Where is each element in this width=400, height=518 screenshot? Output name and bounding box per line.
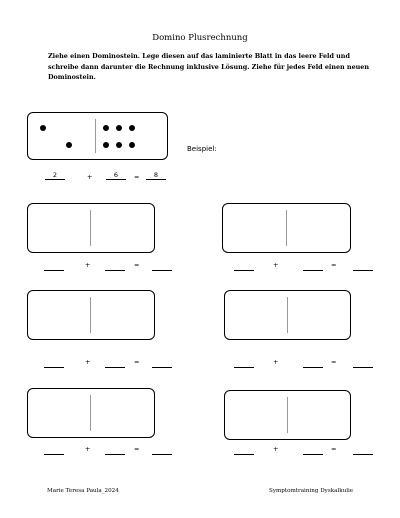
plus-sign: + <box>273 445 279 453</box>
example-domino <box>27 112 168 160</box>
empty-domino-field <box>224 390 351 440</box>
addend2-blank[interactable] <box>303 446 323 455</box>
pip <box>66 142 72 148</box>
pip <box>129 142 135 148</box>
addend1-blank[interactable] <box>44 262 64 271</box>
empty-domino-field <box>224 290 351 340</box>
addend1-blank: 2 <box>45 171 65 180</box>
result-blank[interactable] <box>353 262 373 271</box>
result-blank[interactable] <box>353 359 373 368</box>
addend1-blank[interactable] <box>44 359 64 368</box>
result-blank[interactable] <box>152 359 172 368</box>
addend2-blank[interactable] <box>105 262 125 271</box>
domino-divider <box>287 297 288 333</box>
result-blank[interactable] <box>353 446 373 455</box>
addend1-blank[interactable] <box>234 262 254 271</box>
addend2-blank[interactable] <box>105 446 125 455</box>
result-blank[interactable] <box>152 262 172 271</box>
result-blank[interactable] <box>152 446 172 455</box>
domino-divider <box>90 210 91 246</box>
domino-divider <box>90 297 91 333</box>
equals-sign: = <box>134 173 140 181</box>
example-label: Beispiel: <box>187 145 217 153</box>
empty-domino-field <box>27 290 155 340</box>
footer-course: Symptomtraining Dyskalkulie <box>269 488 354 494</box>
pip <box>116 142 122 148</box>
pip <box>116 125 122 131</box>
empty-domino-field <box>27 203 155 253</box>
plus-sign: + <box>85 445 91 453</box>
empty-domino-field <box>27 388 155 438</box>
equals-sign: = <box>134 445 140 453</box>
addend1-blank[interactable] <box>44 446 64 455</box>
plus-sign: + <box>87 173 93 181</box>
addend2-blank[interactable] <box>303 359 323 368</box>
plus-sign: + <box>273 261 279 269</box>
addend1-blank[interactable] <box>234 446 254 455</box>
pip <box>103 125 109 131</box>
equals-sign: = <box>134 358 140 366</box>
pip <box>129 125 135 131</box>
plus-sign: + <box>85 358 91 366</box>
footer-author: Marie Teresa Paula_2024 <box>47 488 119 494</box>
instructions: Ziehe einen Dominostein. Lege diesen auf das laminierte Blatt in das leere Feld und schreibe dann darunter die Rechnung inklusive Lösung. Ziehe für jedes Feld einen neuen Dominostein. <box>48 52 370 81</box>
pip <box>103 142 109 148</box>
plus-sign: + <box>273 358 279 366</box>
domino-divider <box>95 119 96 153</box>
domino-divider <box>286 210 287 246</box>
empty-domino-field <box>222 203 351 253</box>
domino-divider <box>287 397 288 433</box>
domino-divider <box>90 395 91 431</box>
addend2-blank[interactable] <box>303 262 323 271</box>
addend2-blank: 6 <box>106 171 126 180</box>
worksheet-title: Domino Plusrechnung <box>152 33 248 43</box>
pip <box>40 125 46 131</box>
equals-sign: = <box>331 445 337 453</box>
equals-sign: = <box>331 261 337 269</box>
equals-sign: = <box>331 358 337 366</box>
result-blank: 8 <box>146 171 166 180</box>
addend1-blank[interactable] <box>234 359 254 368</box>
addend2-blank[interactable] <box>105 359 125 368</box>
equals-sign: = <box>134 261 140 269</box>
plus-sign: + <box>85 261 91 269</box>
